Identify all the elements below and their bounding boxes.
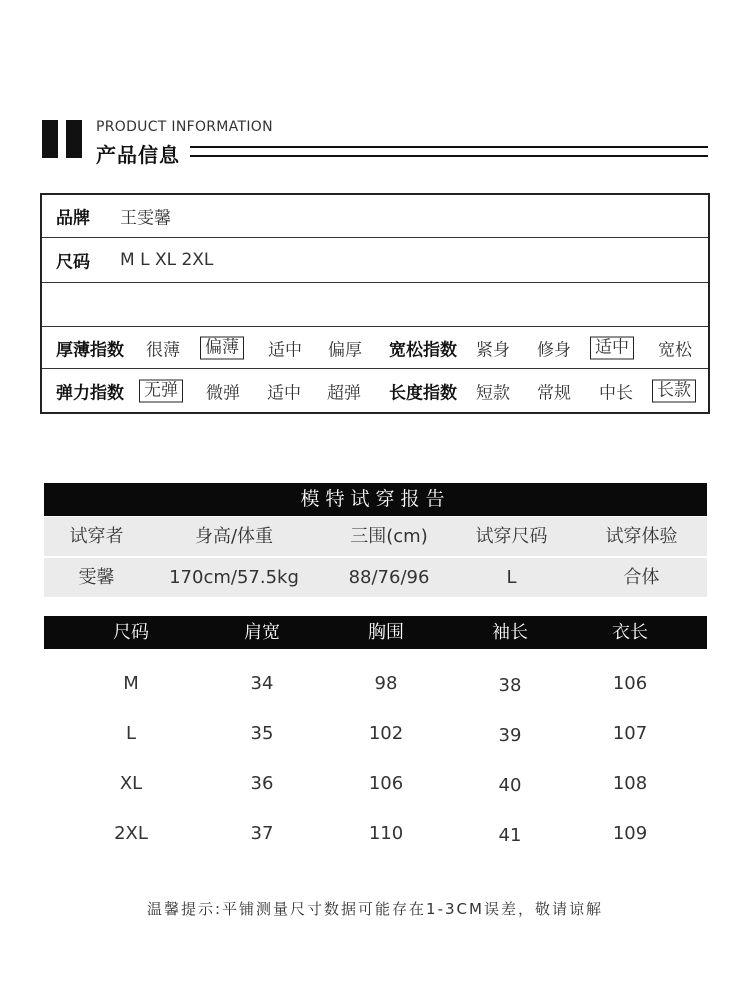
size-chart-cell: 39 [498,725,522,746]
length-option: 短款 [476,383,510,403]
size-chart-row [44,814,707,854]
product-info-table [40,193,710,414]
size-chart-cell: L [125,723,137,744]
fit-label: 宽松指数 [389,340,457,360]
report-header-row [44,517,707,556]
report-header-cell: 试穿体验 [605,526,678,547]
size-chart-cell: 40 [498,775,522,796]
size-chart-cell: XL [119,773,143,794]
report-cell: 雯馨 [78,567,115,588]
header-bar-left [42,120,58,158]
brand-label: 品牌 [56,208,90,229]
report-header-cell: 试穿者 [69,526,124,547]
size-chart-row [44,764,707,804]
size-chart-cell: 106 [368,773,404,794]
size-chart-header-cell: 袖长 [492,622,528,643]
size-chart-cell: 36 [250,773,274,794]
length-option-selected: 长款 [652,379,696,402]
elastic-label: 弹力指数 [56,383,124,403]
size-value: M L XL 2XL [120,250,214,270]
size-chart-cell: 34 [250,673,274,694]
thickness-option: 偏厚 [328,340,362,360]
measurement-note: 温馨提示:平铺测量尺寸数据可能存在1-3CM误差，敬请谅解 [147,900,603,918]
thickness-fit-row [42,327,708,369]
size-chart-cell: 110 [368,823,404,844]
report-data-row [44,558,707,597]
fit-option: 宽松 [658,340,692,360]
report-header-cell: 试穿尺码 [475,526,548,547]
size-chart-cell: 35 [250,723,274,744]
report-cell: 88/76/96 [348,567,430,588]
size-chart-header-cell: 胸围 [368,622,404,643]
fit-option: 紧身 [476,340,510,360]
thickness-option: 适中 [268,340,302,360]
length-option: 常规 [537,383,571,403]
size-chart-cell: 41 [498,825,522,846]
size-chart-row [44,664,707,704]
header-divider-bottom [190,155,708,157]
size-chart-header-cell: 衣长 [612,622,648,643]
report-header-cell: 身高/体重 [194,526,274,547]
size-chart-header-cell: 尺码 [113,622,149,643]
size-chart-cell: 102 [368,723,404,744]
header-en-title: PRODUCT INFORMATION [96,119,273,135]
elastic-option: 超弹 [327,383,361,403]
size-chart-cell: 2XL [114,823,148,844]
size-chart-cell: 107 [612,723,648,744]
size-chart-cell: 37 [250,823,274,844]
size-chart-cell: 98 [374,673,398,694]
size-row [42,238,708,283]
brand-value: 王雯馨 [120,208,171,229]
size-chart-cell: 109 [612,823,648,844]
size-chart-cell: 108 [612,773,648,794]
fit-option-selected: 适中 [590,336,634,359]
report-cell: 合体 [623,567,660,588]
header-divider-top [190,146,708,148]
length-label: 长度指数 [389,383,457,403]
size-chart-row [44,714,707,754]
elastic-option: 微弹 [206,383,240,403]
fit-option: 修身 [537,340,571,360]
size-chart-header-cell: 肩宽 [244,622,280,643]
thickness-option-selected: 偏薄 [200,336,244,359]
size-chart-header [44,616,707,649]
empty-row [42,283,708,327]
elastic-option: 适中 [267,383,301,403]
size-chart-cell: 106 [612,673,648,694]
report-title: 模特试穿报告 [44,483,707,516]
brand-row [42,195,708,238]
thickness-label: 厚薄指数 [56,340,124,360]
report-header-cell: 三围(cm) [350,526,428,547]
elastic-option-selected: 无弹 [139,379,183,402]
header-cn-title: 产品信息 [96,143,180,167]
size-label: 尺码 [56,252,90,273]
header-bar-right [66,120,82,158]
length-option: 中长 [599,383,633,403]
size-chart-cell: 38 [498,675,522,696]
elastic-length-row [42,369,708,412]
size-chart-cell: M [123,673,139,694]
report-cell: 170cm/57.5kg [169,567,299,588]
thickness-option: 很薄 [146,340,180,360]
report-cell: L [506,567,517,588]
